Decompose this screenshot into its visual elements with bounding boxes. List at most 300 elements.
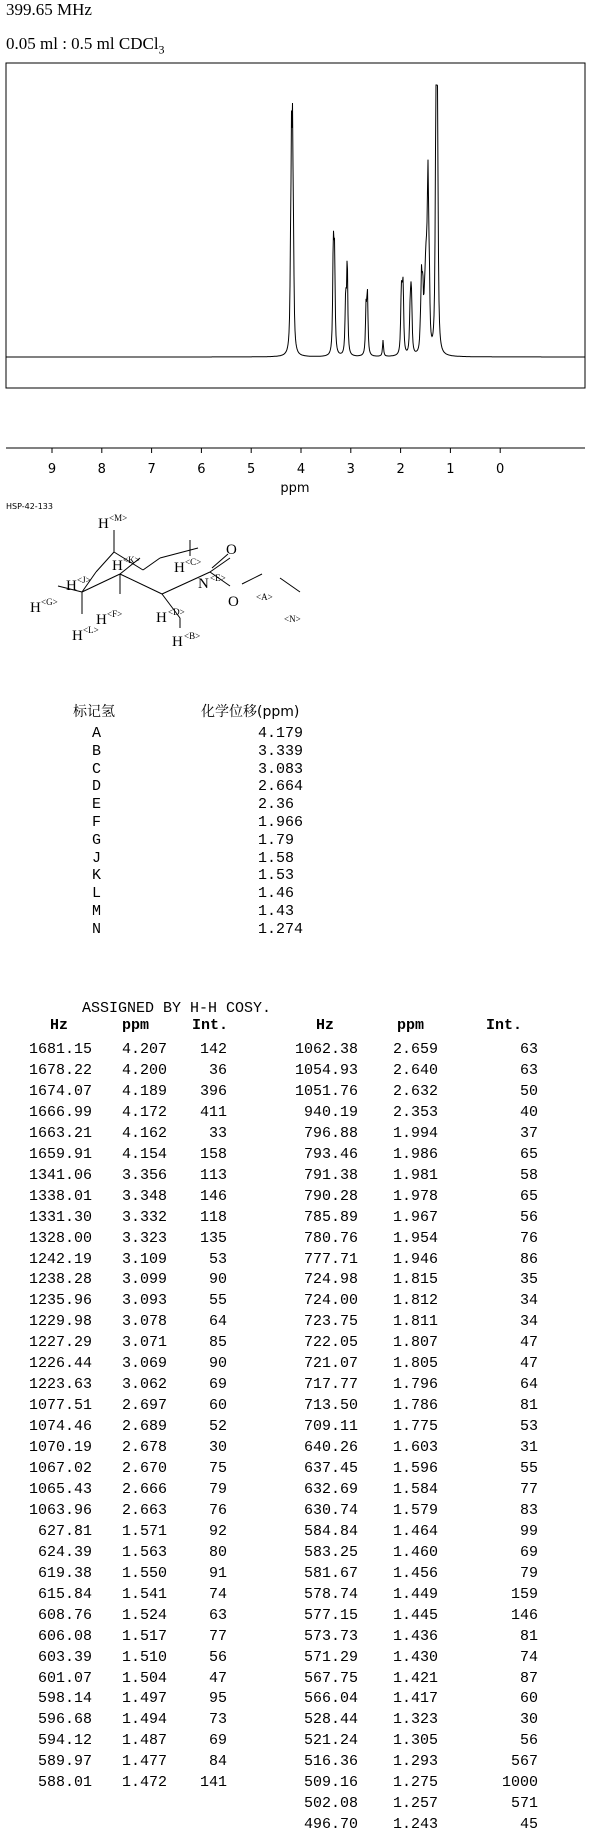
assignment-ppm: 1.46 bbox=[258, 885, 295, 903]
int-cell: 158 bbox=[199, 1145, 227, 1163]
hz-cell: 619.38 bbox=[37, 1564, 92, 1582]
sample-subscript: 3 bbox=[158, 42, 165, 57]
hz-cell: 717.77 bbox=[303, 1376, 358, 1394]
assignment-label: A bbox=[92, 725, 102, 742]
int-cell: 55 bbox=[208, 1292, 227, 1310]
int-cell: 571 bbox=[510, 1795, 538, 1813]
assignment-ppm: 3.083 bbox=[258, 760, 304, 778]
atom-h-label: H bbox=[172, 634, 183, 650]
int-cell: 77 bbox=[519, 1480, 538, 1498]
ppm-cell: 4.154 bbox=[121, 1145, 167, 1163]
spectrum-trace bbox=[6, 85, 585, 357]
ppm-cell: 2.632 bbox=[392, 1082, 438, 1100]
assignment-label: E bbox=[92, 796, 102, 814]
hz-cell: 571.29 bbox=[303, 1648, 358, 1666]
col-int-header: Int. bbox=[486, 1017, 523, 1034]
ppm-cell: 1.445 bbox=[392, 1606, 438, 1624]
hz-cell: 606.08 bbox=[37, 1627, 92, 1645]
ppm-cell: 1.449 bbox=[392, 1585, 438, 1603]
table-row bbox=[0, 1416, 595, 1437]
ppm-cell: 2.663 bbox=[121, 1501, 167, 1519]
assignment-label: G bbox=[92, 831, 102, 849]
hz-cell: 709.11 bbox=[303, 1418, 358, 1436]
ppm-cell: 1.305 bbox=[392, 1732, 438, 1750]
table-row bbox=[0, 1186, 595, 1207]
int-cell: 64 bbox=[208, 1313, 227, 1331]
ppm-cell: 1.967 bbox=[392, 1208, 438, 1226]
table-row bbox=[0, 1123, 595, 1144]
ppm-cell: 1.510 bbox=[121, 1648, 167, 1666]
table-row bbox=[0, 1332, 595, 1353]
int-cell: 146 bbox=[199, 1187, 227, 1205]
atom-h-label: H bbox=[174, 560, 185, 576]
int-cell: 63 bbox=[519, 1061, 538, 1079]
assignment-ppm: 2.664 bbox=[258, 778, 304, 796]
assignment-header bbox=[73, 701, 300, 721]
ppm-cell: 1.293 bbox=[392, 1753, 438, 1771]
int-cell: 60 bbox=[519, 1690, 538, 1708]
ppm-cell: 1.494 bbox=[121, 1711, 167, 1729]
table-row bbox=[0, 1060, 595, 1081]
sample-main: 0.05 ml : 0.5 ml CDCl bbox=[6, 34, 159, 53]
int-cell: 36 bbox=[208, 1061, 227, 1079]
hz-cell: 1054.93 bbox=[294, 1061, 358, 1079]
hz-cell: 723.75 bbox=[303, 1313, 358, 1331]
nmr-spectrum-chart bbox=[0, 60, 595, 500]
table-row bbox=[0, 1751, 595, 1772]
int-cell: 135 bbox=[199, 1229, 227, 1247]
atom-h-label: H bbox=[30, 600, 41, 616]
table-row bbox=[0, 1605, 595, 1626]
ppm-cell: 3.093 bbox=[121, 1292, 167, 1310]
int-cell: 74 bbox=[208, 1585, 227, 1603]
ppm-cell: 1.775 bbox=[392, 1418, 438, 1436]
int-cell: 567 bbox=[510, 1753, 538, 1771]
ppm-cell: 1.994 bbox=[392, 1124, 438, 1142]
ppm-cell: 1.477 bbox=[121, 1753, 167, 1771]
ppm-cell: 1.563 bbox=[121, 1543, 167, 1561]
int-cell: 85 bbox=[208, 1334, 227, 1352]
x-tick-label: 5 bbox=[247, 462, 256, 477]
int-cell: 56 bbox=[208, 1648, 227, 1666]
hz-cell: 1681.15 bbox=[28, 1041, 92, 1058]
hz-cell: 777.71 bbox=[303, 1250, 358, 1268]
hz-cell: 567.75 bbox=[303, 1669, 358, 1687]
ppm-cell: 1.517 bbox=[121, 1627, 167, 1645]
hz-cell: 1331.30 bbox=[28, 1208, 92, 1226]
atom-h-label: H bbox=[98, 516, 109, 532]
table-row bbox=[0, 1542, 595, 1563]
hz-cell: 1067.02 bbox=[28, 1460, 92, 1477]
int-cell: 65 bbox=[519, 1145, 538, 1163]
hz-cell: 1238.28 bbox=[28, 1271, 92, 1289]
ppm-cell: 1.464 bbox=[392, 1522, 438, 1540]
ppm-cell: 1.796 bbox=[392, 1376, 438, 1394]
col-hz-header: Hz bbox=[316, 1017, 335, 1034]
int-cell: 55 bbox=[519, 1460, 538, 1477]
x-tick-label: 2 bbox=[396, 462, 405, 477]
x-axis-ticks bbox=[52, 448, 500, 453]
int-cell: 60 bbox=[208, 1397, 227, 1415]
ppm-cell: 1.981 bbox=[392, 1166, 438, 1184]
hz-cell: 1666.99 bbox=[28, 1103, 92, 1121]
ppm-cell: 4.189 bbox=[121, 1082, 167, 1100]
table-row bbox=[0, 1249, 595, 1270]
hz-cell: 608.76 bbox=[37, 1606, 92, 1624]
int-cell: 118 bbox=[199, 1208, 227, 1226]
table-row bbox=[0, 1207, 595, 1228]
int-cell: 91 bbox=[208, 1564, 227, 1582]
hz-cell: 577.15 bbox=[303, 1606, 358, 1624]
ppm-cell: 2.353 bbox=[392, 1103, 438, 1121]
hz-cell: 713.50 bbox=[303, 1397, 358, 1415]
table-row bbox=[0, 1521, 595, 1542]
col-ppm-header: ppm bbox=[397, 1017, 425, 1034]
int-cell: 35 bbox=[519, 1271, 538, 1289]
ppm-cell: 1.579 bbox=[392, 1501, 438, 1519]
hz-cell: 496.70 bbox=[303, 1816, 358, 1834]
int-cell: 74 bbox=[519, 1648, 538, 1666]
ppm-cell: 1.421 bbox=[392, 1669, 438, 1687]
assignment-label: J bbox=[92, 849, 102, 867]
hz-cell: 722.05 bbox=[303, 1334, 358, 1352]
int-cell: 80 bbox=[208, 1543, 227, 1561]
hz-cell: 1328.00 bbox=[28, 1229, 92, 1247]
hz-cell: 566.04 bbox=[303, 1690, 358, 1708]
ppm-cell: 3.062 bbox=[121, 1376, 167, 1394]
int-cell: 81 bbox=[519, 1397, 538, 1415]
int-cell: 47 bbox=[519, 1334, 538, 1352]
hz-cell: 1077.51 bbox=[28, 1397, 92, 1415]
ppm-cell: 2.640 bbox=[392, 1061, 438, 1079]
int-cell: 142 bbox=[199, 1041, 227, 1058]
ppm-cell: 1.946 bbox=[392, 1250, 438, 1268]
table-row bbox=[0, 1437, 595, 1458]
sample-description bbox=[6, 34, 165, 57]
hz-cell: 583.25 bbox=[303, 1543, 358, 1561]
hz-cell: 940.19 bbox=[303, 1103, 358, 1121]
int-cell: 76 bbox=[208, 1501, 227, 1519]
col-hz-header: Hz bbox=[50, 1017, 69, 1034]
int-cell: 30 bbox=[519, 1711, 538, 1729]
atom-n-label: N bbox=[198, 576, 209, 592]
int-cell: 77 bbox=[208, 1627, 227, 1645]
int-cell: 50 bbox=[519, 1082, 538, 1100]
table-row bbox=[0, 1374, 595, 1395]
ppm-cell: 1.550 bbox=[121, 1564, 167, 1582]
int-cell: 56 bbox=[519, 1732, 538, 1750]
hz-cell: 640.26 bbox=[303, 1439, 358, 1457]
int-cell: 73 bbox=[208, 1711, 227, 1729]
x-tick-label: 4 bbox=[296, 462, 306, 477]
ppm-cell: 1.417 bbox=[392, 1690, 438, 1708]
ppm-cell: 3.332 bbox=[121, 1208, 167, 1226]
ppm-cell: 1.257 bbox=[392, 1795, 438, 1813]
hz-cell: 509.16 bbox=[303, 1774, 358, 1792]
hz-cell: 1659.91 bbox=[28, 1145, 92, 1163]
atom-h-g-sup: <G> bbox=[41, 597, 58, 607]
int-cell: 34 bbox=[519, 1313, 538, 1331]
ppm-cell: 3.078 bbox=[121, 1313, 167, 1331]
atom-h-m-sup: <M> bbox=[109, 513, 128, 523]
int-cell: 1000 bbox=[501, 1774, 538, 1792]
table-row bbox=[0, 1500, 595, 1521]
int-cell: 64 bbox=[519, 1376, 538, 1394]
assignment-label: N bbox=[92, 920, 102, 938]
ppm-cell: 1.524 bbox=[121, 1606, 167, 1624]
ppm-cell: 1.571 bbox=[121, 1522, 167, 1540]
x-tick-label: 8 bbox=[97, 462, 106, 477]
assignment-ppm: 1.58 bbox=[258, 849, 295, 867]
int-cell: 113 bbox=[199, 1166, 227, 1184]
atom-h-c-sup: <C> bbox=[185, 557, 202, 567]
int-cell: 75 bbox=[208, 1460, 227, 1477]
ppm-cell: 3.099 bbox=[121, 1271, 167, 1289]
table-row bbox=[0, 1793, 595, 1814]
assignment-label: L bbox=[92, 885, 102, 903]
x-axis-label: ppm bbox=[280, 481, 310, 496]
ppm-cell: 4.172 bbox=[121, 1103, 167, 1121]
int-cell: 79 bbox=[519, 1564, 538, 1582]
ppm-cell: 1.805 bbox=[392, 1355, 438, 1373]
atom-h-label: H bbox=[96, 612, 107, 628]
int-cell: 86 bbox=[519, 1250, 538, 1268]
int-cell: 90 bbox=[208, 1271, 227, 1289]
x-tick-label: 0 bbox=[496, 462, 505, 477]
hz-cell: 780.76 bbox=[303, 1229, 358, 1247]
ppm-cell: 3.348 bbox=[121, 1187, 167, 1205]
int-cell: 33 bbox=[208, 1124, 227, 1142]
atom-h-label: H bbox=[66, 578, 77, 594]
hz-cell: 584.84 bbox=[303, 1522, 358, 1540]
hz-cell: 791.38 bbox=[303, 1166, 358, 1184]
int-cell: 65 bbox=[519, 1187, 538, 1205]
ppm-cell: 1.243 bbox=[392, 1816, 438, 1834]
atom-h-b-sup: <B> bbox=[184, 631, 201, 641]
int-cell: 69 bbox=[208, 1376, 227, 1394]
ppm-cell: 2.670 bbox=[121, 1460, 167, 1477]
assignment-ppm: 1.79 bbox=[258, 831, 295, 849]
hz-cell: 1227.29 bbox=[28, 1334, 92, 1352]
ppm-cell: 2.689 bbox=[121, 1418, 167, 1436]
hz-cell: 1065.43 bbox=[28, 1480, 92, 1498]
int-cell: 95 bbox=[208, 1690, 227, 1708]
ppm-cell: 1.430 bbox=[392, 1648, 438, 1666]
assignment-label: B bbox=[92, 742, 102, 760]
ppm-cell: 2.678 bbox=[121, 1439, 167, 1457]
hz-cell: 627.81 bbox=[37, 1522, 92, 1540]
ppm-cell: 1.275 bbox=[392, 1774, 438, 1792]
molecule-structure bbox=[30, 512, 370, 692]
ppm-cell: 1.807 bbox=[392, 1334, 438, 1352]
hz-cell: 1051.76 bbox=[294, 1082, 358, 1100]
hz-cell: 603.39 bbox=[37, 1648, 92, 1666]
ppm-cell: 1.978 bbox=[392, 1187, 438, 1205]
int-cell: 30 bbox=[208, 1439, 227, 1457]
hz-cell: 1223.63 bbox=[28, 1376, 92, 1394]
hz-cell: 630.74 bbox=[303, 1501, 358, 1519]
int-cell: 141 bbox=[199, 1774, 227, 1792]
hz-cell: 596.68 bbox=[37, 1711, 92, 1729]
hz-cell: 1070.19 bbox=[28, 1439, 92, 1457]
int-cell: 87 bbox=[519, 1669, 538, 1687]
int-cell: 63 bbox=[208, 1606, 227, 1624]
int-cell: 159 bbox=[510, 1585, 538, 1603]
assignment-label: M bbox=[92, 903, 102, 920]
atom-a-sup: <A> bbox=[256, 592, 273, 602]
assignment-ppm: 3.339 bbox=[258, 742, 304, 760]
table-row bbox=[0, 1647, 595, 1668]
hz-cell: 588.01 bbox=[37, 1774, 92, 1792]
int-cell: 37 bbox=[519, 1124, 538, 1142]
table-row bbox=[0, 1144, 595, 1165]
hz-cell: 521.24 bbox=[303, 1732, 358, 1750]
table-row bbox=[0, 1353, 595, 1374]
int-cell: 58 bbox=[519, 1166, 538, 1184]
atom-h-k-sup: <K> bbox=[123, 555, 140, 565]
int-cell: 76 bbox=[519, 1229, 538, 1247]
x-tick-label: 1 bbox=[446, 462, 455, 477]
hz-cell: 637.45 bbox=[303, 1460, 358, 1477]
ppm-cell: 2.659 bbox=[392, 1041, 438, 1058]
hz-cell: 1226.44 bbox=[28, 1355, 92, 1373]
hz-cell: 724.98 bbox=[303, 1271, 358, 1289]
hz-cell: 581.67 bbox=[303, 1564, 358, 1582]
hz-cell: 1242.19 bbox=[28, 1250, 92, 1268]
assignment-label: C bbox=[92, 760, 102, 778]
hz-cell: 516.36 bbox=[303, 1753, 358, 1771]
table-row bbox=[0, 1269, 595, 1290]
ppm-cell: 1.584 bbox=[392, 1480, 438, 1498]
int-cell: 56 bbox=[519, 1208, 538, 1226]
ppm-cell: 3.323 bbox=[121, 1229, 167, 1247]
hz-cell: 724.00 bbox=[303, 1292, 358, 1310]
int-cell: 45 bbox=[519, 1816, 538, 1834]
int-cell: 69 bbox=[208, 1732, 227, 1750]
int-cell: 52 bbox=[208, 1418, 227, 1436]
assignment-ppm: 1.966 bbox=[258, 814, 304, 831]
int-cell: 411 bbox=[199, 1103, 227, 1121]
int-cell: 63 bbox=[519, 1041, 538, 1058]
int-cell: 47 bbox=[519, 1355, 538, 1373]
x-tick-label: 7 bbox=[147, 462, 156, 477]
hz-cell: 1229.98 bbox=[28, 1313, 92, 1331]
ppm-cell: 4.162 bbox=[121, 1124, 167, 1142]
table-row bbox=[0, 1102, 595, 1123]
ppm-cell: 1.504 bbox=[121, 1669, 167, 1687]
assignment-ppm: 4.179 bbox=[258, 725, 304, 742]
int-cell: 47 bbox=[208, 1669, 227, 1687]
ppm-cell: 1.497 bbox=[121, 1690, 167, 1708]
ppm-cell: 1.603 bbox=[392, 1439, 438, 1457]
hz-cell: 1341.06 bbox=[28, 1166, 92, 1184]
assignment-label: K bbox=[92, 867, 102, 885]
hz-cell: 721.07 bbox=[303, 1355, 358, 1373]
ppm-cell: 1.786 bbox=[392, 1397, 438, 1415]
hz-cell: 632.69 bbox=[303, 1480, 358, 1498]
hz-cell: 601.07 bbox=[37, 1669, 92, 1687]
x-tick-label: 9 bbox=[47, 462, 57, 477]
ppm-cell: 1.436 bbox=[392, 1627, 438, 1645]
table-row bbox=[0, 1584, 595, 1605]
int-cell: 396 bbox=[199, 1082, 227, 1100]
table-row bbox=[0, 1772, 595, 1793]
table-row bbox=[0, 1668, 595, 1689]
table-row bbox=[0, 1165, 595, 1186]
hz-cell: 578.74 bbox=[303, 1585, 358, 1603]
int-cell: 146 bbox=[510, 1606, 538, 1624]
atom-h-d-sup: <D> bbox=[168, 607, 185, 617]
hz-cell: 598.14 bbox=[37, 1690, 92, 1708]
atom-h-label: H bbox=[156, 610, 167, 626]
atom-o-label: O bbox=[226, 542, 237, 558]
hz-cell: 615.84 bbox=[37, 1585, 92, 1603]
int-cell: 69 bbox=[519, 1543, 538, 1561]
ppm-cell: 1.541 bbox=[121, 1585, 167, 1603]
int-cell: 81 bbox=[519, 1627, 538, 1645]
int-cell: 83 bbox=[519, 1501, 538, 1519]
ppm-cell: 1.815 bbox=[392, 1271, 438, 1289]
ppm-cell: 1.323 bbox=[392, 1711, 438, 1729]
assignment-label: D bbox=[92, 778, 102, 796]
table-row bbox=[0, 1626, 595, 1647]
table-row bbox=[0, 1290, 595, 1311]
hz-cell: 502.08 bbox=[303, 1795, 358, 1813]
hz-cell: 589.97 bbox=[37, 1753, 92, 1771]
hz-cell: 1235.96 bbox=[28, 1292, 92, 1310]
int-cell: 84 bbox=[208, 1753, 227, 1771]
atom-h-f-sup: <F> bbox=[107, 609, 123, 619]
hz-cell: 1063.96 bbox=[28, 1501, 92, 1519]
table-row bbox=[0, 1563, 595, 1584]
ppm-cell: 1.986 bbox=[392, 1145, 438, 1163]
hz-cell: 624.39 bbox=[37, 1543, 92, 1561]
atom-h-l-sup: <L> bbox=[83, 625, 99, 635]
hz-cell: 1062.38 bbox=[294, 1041, 358, 1058]
ppm-cell: 4.207 bbox=[121, 1041, 167, 1058]
table-row bbox=[0, 1395, 595, 1416]
ppm-cell: 1.456 bbox=[392, 1564, 438, 1582]
hz-cell: 1338.01 bbox=[28, 1187, 92, 1205]
int-cell: 40 bbox=[519, 1103, 538, 1121]
col-int-header: Int. bbox=[192, 1017, 229, 1034]
table-row bbox=[0, 1730, 595, 1751]
hz-cell: 528.44 bbox=[303, 1711, 358, 1729]
ppm-cell: 3.071 bbox=[121, 1334, 167, 1352]
ppm-cell: 1.487 bbox=[121, 1732, 167, 1750]
spectrum-code: HSP-42-133 bbox=[6, 502, 53, 511]
hz-cell: 785.89 bbox=[303, 1208, 358, 1226]
table-row bbox=[0, 1709, 595, 1730]
int-cell: 90 bbox=[208, 1355, 227, 1373]
ppm-cell: 1.954 bbox=[392, 1229, 438, 1247]
int-cell: 79 bbox=[208, 1480, 227, 1498]
spectrometer-frequency: 399.65 MHz bbox=[6, 0, 92, 19]
ppm-cell: 1.811 bbox=[392, 1313, 438, 1331]
atom-h-label: H bbox=[112, 558, 123, 574]
table-row bbox=[0, 1479, 595, 1500]
assignment-ppm: 2.36 bbox=[258, 796, 295, 814]
int-cell: 53 bbox=[519, 1418, 538, 1436]
assignment-ppm: 1.53 bbox=[258, 867, 295, 885]
atom-n-sup: <N> bbox=[284, 614, 301, 624]
assignment-ppm-header: 化学位移(ppm) bbox=[201, 704, 300, 720]
assignment-ppm: 1.274 bbox=[258, 920, 304, 938]
ppm-cell: 1.596 bbox=[392, 1460, 438, 1477]
table-row bbox=[0, 1458, 595, 1479]
atom-h-j-sup: <J> bbox=[77, 575, 91, 585]
int-cell: 31 bbox=[519, 1439, 538, 1457]
